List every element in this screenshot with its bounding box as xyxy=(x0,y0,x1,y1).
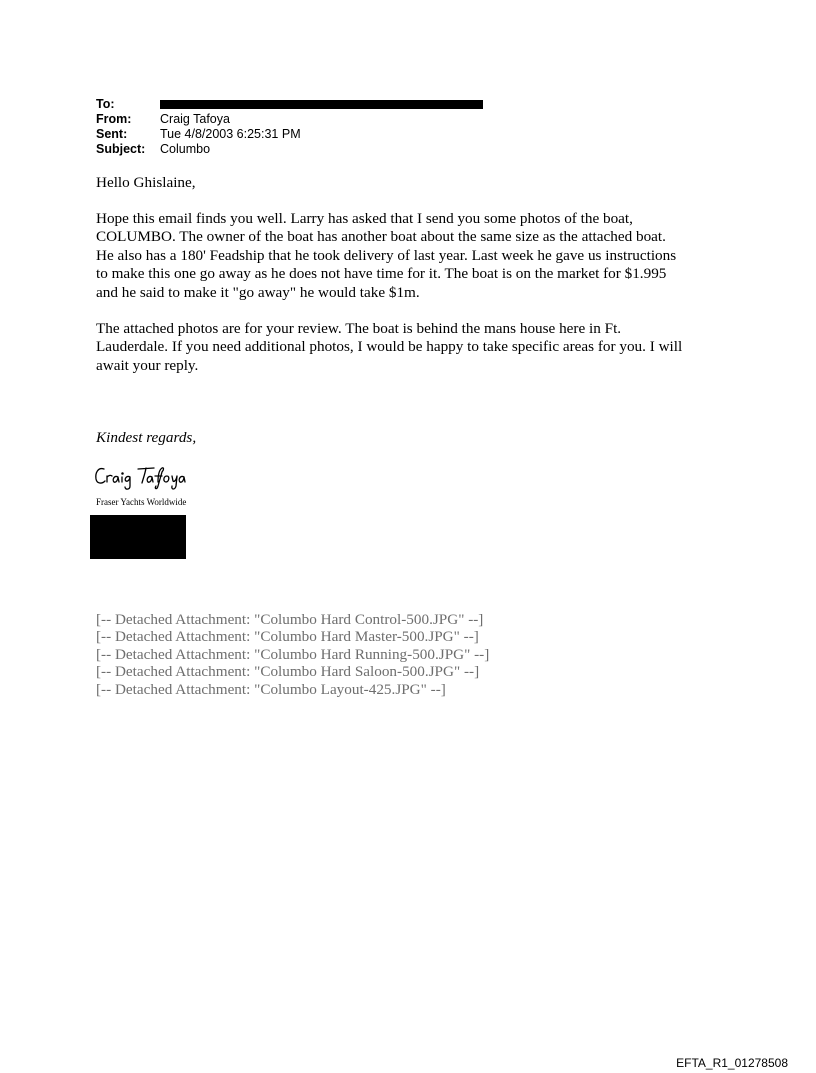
subject-row xyxy=(96,142,483,157)
paragraph-2-line: await your reply. xyxy=(96,356,199,374)
paragraph-1-line: COLUMBO. The owner of the boat has another boat about the same size as the attached boat. xyxy=(96,228,666,246)
from-row xyxy=(96,112,483,127)
greeting: Hello Ghislaine, xyxy=(96,174,196,191)
to-row xyxy=(96,97,483,112)
paragraph-2-line: Lauderdale. If you need additional photos, I would be happy to take specific areas for you. I will xyxy=(96,338,683,356)
redacted-recipient xyxy=(160,100,483,109)
attachment-item: [-- Detached Attachment: "Columbo Hard Saloon-500.JPG" --] xyxy=(96,663,480,681)
paragraph-1-line: and he said to make it "go away" he would take $1m. xyxy=(96,283,420,301)
paragraph-1-line: to make this one go away as he does not have time for it. The boat is on the market for $1.995 xyxy=(96,265,667,283)
paragraph-2-line: The attached photos are for your review. The boat is behind the mans house here in Ft. xyxy=(96,320,622,337)
attachment-item: [-- Detached Attachment: "Columbo Layout-425.JPG" --] xyxy=(96,680,446,698)
attachment-item: [-- Detached Attachment: "Columbo Hard Master-500.JPG" --] xyxy=(96,628,479,646)
paragraph-1-line: Hope this email finds you well. Larry has asked that I send you some photos of the boat, xyxy=(96,210,633,227)
sent-label: Sent: xyxy=(96,127,128,141)
attachment-item: [-- Detached Attachment: "Columbo Hard Running-500.JPG" --] xyxy=(96,645,490,663)
redacted-block xyxy=(90,515,186,559)
paragraph-1 xyxy=(96,210,736,302)
company-name: Fraser Yachts Worldwide xyxy=(96,497,187,507)
document-id: EFTA_R1_01278508 xyxy=(676,1056,788,1070)
handwritten-signature xyxy=(92,460,192,497)
sent-row xyxy=(96,127,483,142)
to-label: To: xyxy=(96,97,115,111)
from-label: From: xyxy=(96,112,132,126)
subject-label: Subject: xyxy=(96,142,146,156)
subject-value: Columbo xyxy=(160,142,211,156)
sent-value: Tue 4/8/2003 6:25:31 PM xyxy=(160,127,301,141)
from-value: Craig Tafoya xyxy=(160,112,230,126)
attachment-item: [-- Detached Attachment: "Columbo Hard Control-500.JPG" --] xyxy=(96,611,484,628)
closing: Kindest regards, xyxy=(96,429,197,446)
email-header xyxy=(96,97,483,157)
paragraph-1-line: He also has a 180' Feadship that he took delivery of last year. Last week he gave us instructions xyxy=(96,246,677,264)
attachments-list xyxy=(96,611,489,698)
paragraph-2 xyxy=(96,320,736,375)
